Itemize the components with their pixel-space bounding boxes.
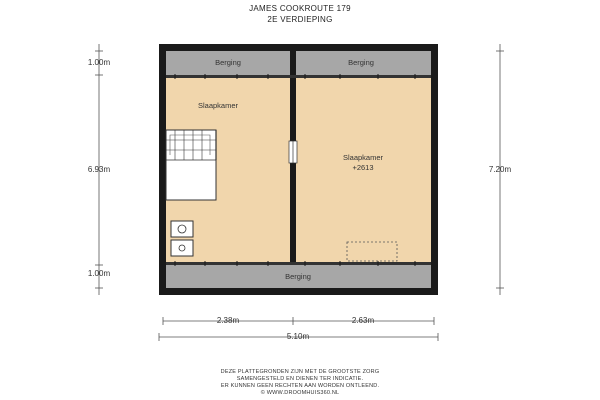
wall-bottom: [159, 288, 438, 295]
floor-name: 2E VERDIEPING: [267, 15, 333, 24]
door-center: [289, 141, 297, 163]
storage-bottom-label: Berging: [285, 271, 311, 281]
bedroom-left-label: Slaapkamer: [197, 100, 239, 110]
storage-right-label: Berging: [348, 57, 374, 67]
disclaimer-line-4: © WWW.DROOMHUIS360.NL: [260, 390, 340, 396]
disclaimer-line-1: DEZE PLATTEGRONDEN ZIJN MET DE GROOTSTE ZORG: [220, 369, 380, 375]
dim-right-total: 7.20m: [488, 165, 512, 175]
disclaimer-line-3: ER KUNNEN GEEN RECHTEN AAN WORDEN ONTLEEND.: [220, 383, 380, 389]
dim-bottom-right: 2.63m: [351, 316, 375, 326]
knee-wall-top: [166, 75, 431, 78]
plan-title: JAMES COOKROUTE 179: [249, 4, 351, 13]
storage-left-label: Berging: [215, 57, 241, 67]
staircase: [166, 130, 216, 200]
wall-left: [159, 44, 166, 295]
knee-wall-bottom: [166, 262, 431, 265]
bedroom-right-label: Slaapkamer: [342, 152, 384, 162]
washing-machine: [171, 221, 193, 237]
disclaimer-line-2: SAMENGESTELD EN DIENEN TER INDICATIE.: [236, 376, 364, 382]
dim-bottom-total: 5.10m: [286, 332, 310, 342]
dim-left-middle: 6.93m: [87, 165, 111, 175]
dim-bottom-left: 2.38m: [216, 316, 240, 326]
wall-right: [431, 44, 438, 295]
wall-top: [159, 44, 438, 51]
boiler: [171, 240, 193, 256]
dim-left-bottom: 1.00m: [87, 269, 111, 279]
dim-left-top: 1.00m: [87, 58, 111, 68]
bedroom-right-height: +2613: [352, 162, 374, 172]
